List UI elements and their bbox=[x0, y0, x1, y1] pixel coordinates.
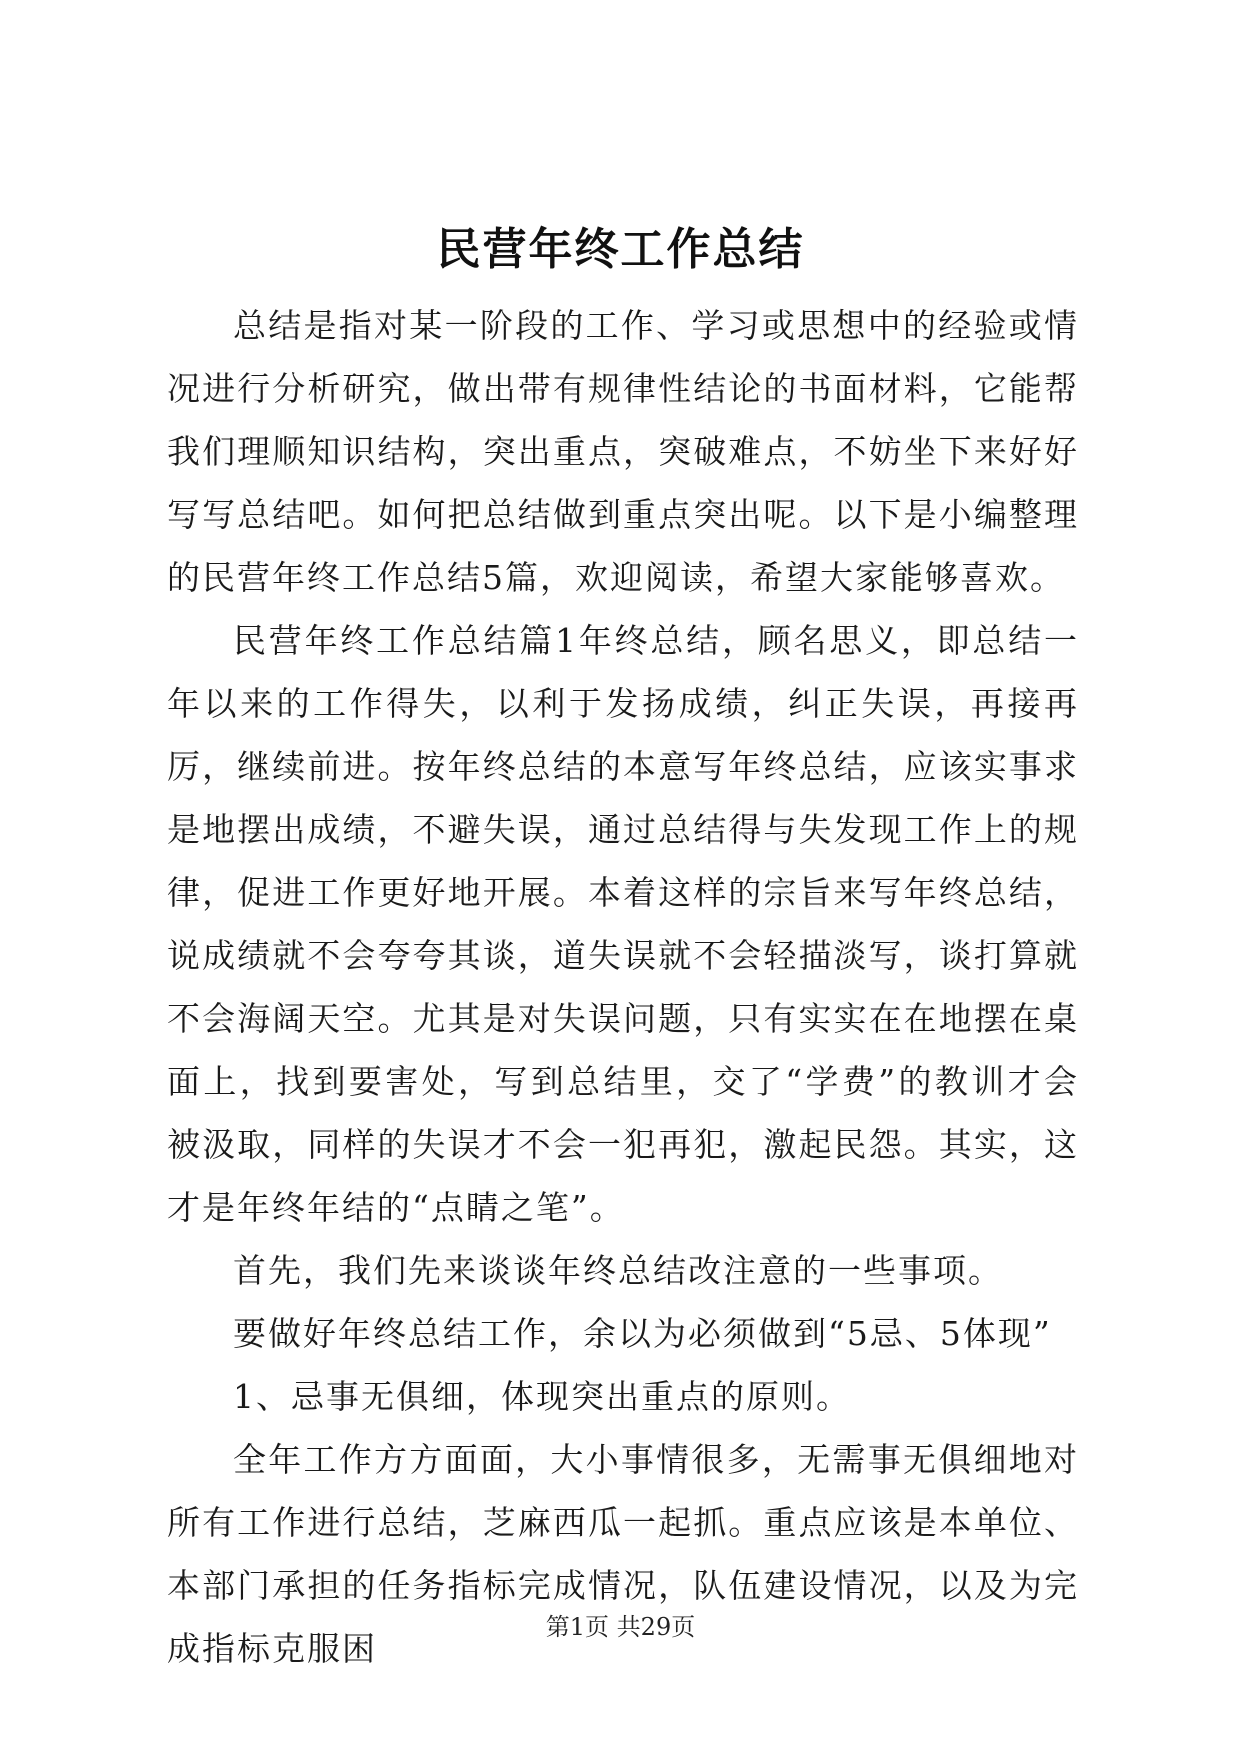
paragraph-item-1: 1、忌事无俱细，体现突出重点的原则。 bbox=[233, 1377, 851, 1416]
paragraph-article-1: 民营年终工作总结篇1年终总结，顾名思义，即总结一年以来的工作得失，以利于发扬成绩，纠正失误，再接再厉，继续前进。按年终总结的本意写年终总结，应该实事求是地摆出成绩，不避失误，通过总结得与失发现工作上的规律，促进工作更好地开展。本着这样的宗旨来写年终总结，说成绩就不会夸夸其谈，道失误就不会轻描淡写，谈打算就不会海阔天空。尤其是对失误问题，只有实实在在地摆在桌面上，找到要害处，写到总结里，交了“学费”的教训才会被汲取，同样的失误才不会一犯再犯，激起民怨。其实，这才是年终年结的“点睛之笔”。 bbox=[167, 621, 1079, 1227]
paragraph-principles: 要做好年终总结工作，余以为必须做到“5忌、5体现” bbox=[233, 1314, 1052, 1353]
document-body bbox=[167, 294, 1079, 1680]
paragraph-intro: 总结是指对某一阶段的工作、学习或思想中的经验或情况进行分析研究，做出带有规律性结论的书面材料，它能帮我们理顺知识结构，突出重点，突破难点，不妨坐下来好好写写总结吧。如何把总结做到重点突出呢。以下是小编整理的民营年终工作总结5篇，欢迎阅读，希望大家能够喜欢。 bbox=[167, 306, 1079, 597]
page-number: 第1页 共29页 bbox=[545, 1613, 696, 1641]
document-title: 民营年终工作总结 bbox=[436, 224, 805, 275]
paragraph-first-point: 首先，我们先来谈谈年终总结改注意的一些事项。 bbox=[233, 1251, 1003, 1290]
paragraph-item-1-detail: 全年工作方方面面，大小事情很多，无需事无俱细地对所有工作进行总结，芝麻西瓜一起抓。重点应该是本单位、本部门承担的任务指标完成情况，队伍建设情况，以及为完成指标克服困 bbox=[167, 1440, 1079, 1668]
